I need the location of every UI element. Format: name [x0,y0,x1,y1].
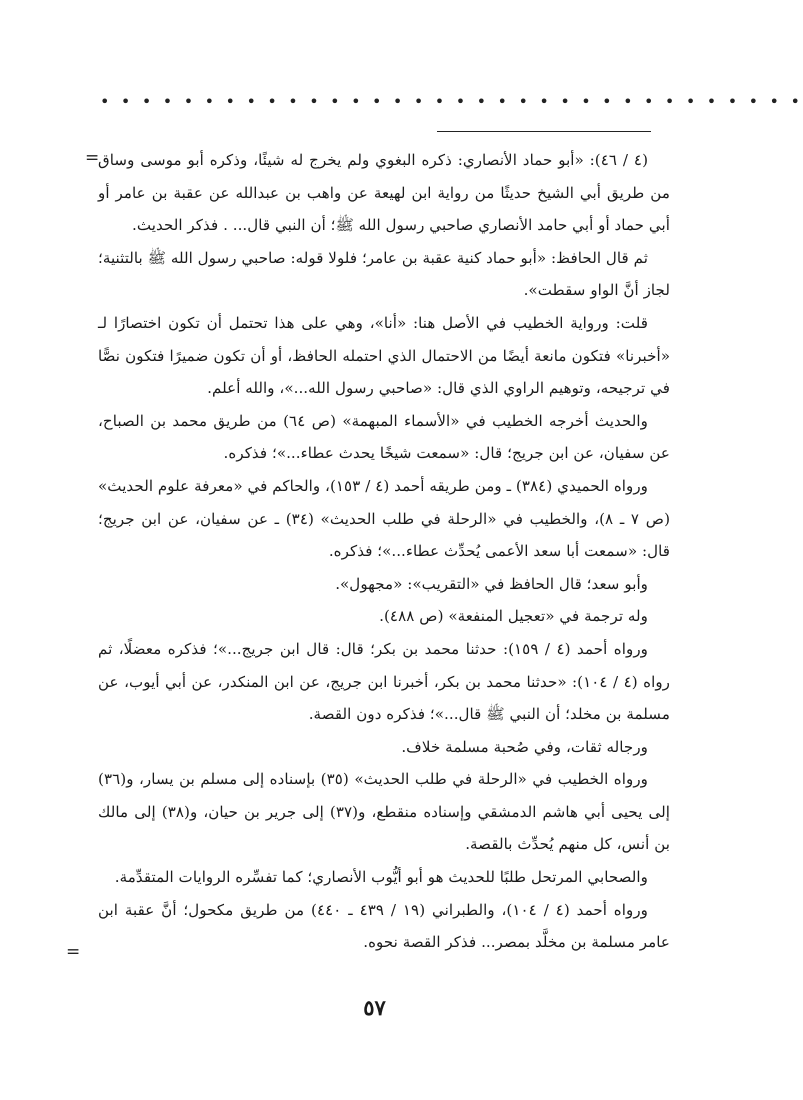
footnote-paragraph-4: والحديث أخرجه الخطيب في «الأسماء المبهمة» (ص ٦٤) من طريق محمد بن الصباح، عن سفيان، عن ابن جريج؛ قال: «سمعت شيخًا يحدث عطاء...»؛ فذكره. [98,411,670,463]
footnote-paragraph-7: وله ترجمة في «تعجيل المنفعة» (ص ٤٨٨). [379,607,648,626]
header-dotted-line: • • • • • • • • • • • • • • • • • • • • • • • • • • • • • • • • • • [100,92,803,111]
footnote-paragraph-12: ورواه أحمد (٤ / ١٠٤)، والطبراني (١٩ / ٤٣٩ ـ ٤٤٠) من طريق مكحول؛ أنَّ عقبة ابن عامر مسلمة بن مخلَّد بمصر... فذكر القصة نحوه. [98,900,670,952]
continued-mark-end: = [66,942,81,962]
footnote-separator-rule [437,131,651,132]
footnote-paragraph-6: وأبو سعد؛ قال الحافظ في «التقريب»: «مجهول». [335,574,648,593]
footnote-body [98,144,670,959]
footnote-paragraph-5: ورواه الحميدي (٣٨٤) ـ ومن طريقه أحمد (٤ / ١٥٣)، والحاكم في «معرفة علوم الحديث» (ص ٧ ـ ٨)، والخطيب في «الرحلة في طلب الحديث» (٣٤) ـ عن سفيان، عن ابن جريج؛ قال: «سمعت أبا سعد الأعمى يُحدِّث عطاء...»؛ فذكره. [98,476,671,561]
footnote-paragraph-3: قلت: ورواية الخطيب في الأصل هنا: «أنا»، وهي على هذا تحتمل أن تكون اختصارًا لـ «أخبرنا» فتكون مانعة أيضًا من الاحتمال الذي احتمله الحافظ، أو أن تكون ضميرًا فتكون نصًّا في ترجيحه، وتوهيم الراوي الذي قال: «صاحبي رسول الله...»، والله أعلم. [98,313,670,398]
footnote-paragraph-8: ورواه أحمد (٤ / ١٥٩): حدثنا محمد بن بكر؛ قال: قال ابن جريج...»؛ فذكره معضلًا، ثم رواه (٤ / ١٠٤): «حدثنا محمد بن بكر، أخبرنا ابن جريج، عن ابن المنكدر، عن أبي أيوب، عن مسلمة بن مخلد؛ أن النبي ﷺ قال...»؛ فذكره دون القصة. [98,639,670,724]
continued-mark-start: = [85,148,100,168]
page-number: ٥٧ [363,995,386,1020]
footnote-paragraph-2: ثم قال الحافظ: «أبو حماد كنية عقبة بن عامر؛ فلولا قوله: صاحبي رسول الله ﷺ بالتثنية؛ لجاز أنَّ الواو سقطت». [98,248,670,300]
footnote-paragraph-10: ورواه الخطيب في «الرحلة في طلب الحديث» (٣٥) بإسناده إلى مسلم بن يسار، و(٣٦) إلى يحيى أبي هاشم الدمشقي وإسناده منقطع، و(٣٧) إلى جرير بن حيان، و(٣٨) إلى مالك بن أنس، كل منهم يُحدِّث بالقصة. [98,770,670,854]
footnote-paragraph-1: (٤ / ٤٦): «أبو حماد الأنصاري: ذكره البغوي ولم يخرج له شيئًا، وذكره أبو موسى وساق من طريق أبي الشيخ حديثًا من رواية ابن لهيعة عن واهب بن عبدالله عن عقبة بن عامر أو أبي حماد أو أبي حامد الأنصاري صاحبي رسول الله ﷺ؛ أن النبي قال... . فذكر الحديث. [98,151,670,235]
footnote-paragraph-9: ورجاله ثقات، وفي صُحبة مسلمة خلاف. [401,737,648,756]
footnote-paragraph-11: والصحابي المرتحل طلبًا للحديث هو أبو أيُّوب الأنصاري؛ كما تفسِّره الروايات المتقدِّمة. [114,868,648,887]
